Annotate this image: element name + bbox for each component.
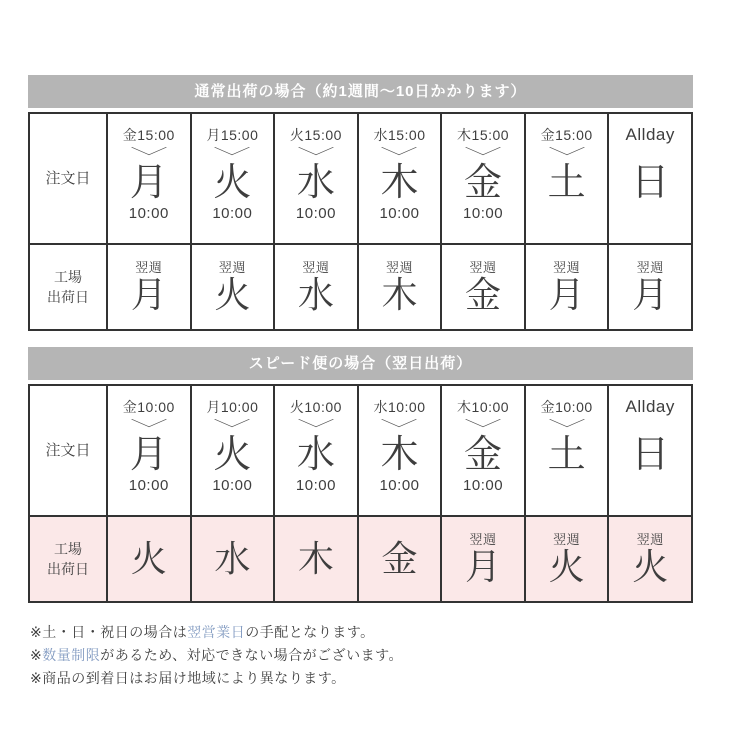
ship-cell <box>609 245 691 329</box>
order-day-kanji: 水 <box>296 434 335 476</box>
ship-day-kanji: 月 <box>465 545 502 587</box>
ship-day-kanji: 金 <box>381 538 418 579</box>
order-ready-time: 10:00 <box>212 477 253 494</box>
order-cutoff-time: 水15:00 <box>373 127 426 143</box>
chevron-down-icon <box>550 145 584 158</box>
next-week-label: 翌週 <box>636 531 664 547</box>
ship-cell <box>609 517 691 601</box>
order-cutoff-time: 木10:00 <box>457 399 510 415</box>
order-ready-time: 10:00 <box>295 205 336 222</box>
note-highlight: 翌営業日 <box>187 624 246 640</box>
order-day-kanji: 月 <box>129 162 168 204</box>
order-cell <box>108 114 190 243</box>
order-day-kanji: 土 <box>547 162 586 204</box>
note-text: ※商品の到着日はお届け地域により異なります。 <box>30 670 346 686</box>
order-cutoff-time: 水10:00 <box>373 399 426 415</box>
order-ready-time: 10:00 <box>379 205 420 222</box>
note-text: の手配となります。 <box>245 624 375 640</box>
chevron-down-icon <box>382 145 416 158</box>
ship-cell <box>192 517 274 601</box>
ship-day-kanji: 火 <box>214 273 251 315</box>
ship-day-kanji: 火 <box>130 538 167 579</box>
row-label-order-date <box>30 386 106 515</box>
order-cell <box>359 386 441 515</box>
order-day-kanji: 金 <box>464 434 503 476</box>
order-ready-time: 10:00 <box>128 205 169 222</box>
order-cutoff-time: 火15:00 <box>289 127 342 143</box>
order-day-kanji: 水 <box>296 162 335 204</box>
order-ready-time: 10:00 <box>295 477 336 494</box>
chevron-down-icon <box>132 417 166 430</box>
schedule-grid <box>28 112 693 331</box>
order-ready-time: 10:00 <box>379 477 420 494</box>
row-label-order-date <box>30 114 106 243</box>
note-line <box>30 667 730 690</box>
next-week-label: 翌週 <box>553 531 581 547</box>
order-ready-time: 10:00 <box>463 205 504 222</box>
ship-cell <box>442 245 524 329</box>
next-week-label: 翌週 <box>385 259 413 275</box>
order-ready-time: 10:00 <box>128 477 169 494</box>
next-week-label: 翌週 <box>218 259 246 275</box>
schedule-grid <box>28 384 693 603</box>
order-cell-allday <box>609 114 691 243</box>
chevron-down-icon <box>215 417 249 430</box>
ship-cell <box>526 245 608 329</box>
note-text: があるため、対応できない場合がございます。 <box>100 647 404 663</box>
next-week-label: 翌週 <box>302 259 330 275</box>
note-line <box>30 621 730 644</box>
order-day-kanji: 火 <box>213 434 252 476</box>
order-cell <box>442 386 524 515</box>
next-week-label: 翌週 <box>469 531 497 547</box>
order-day-kanji: 日 <box>631 162 670 204</box>
ship-cell <box>526 517 608 601</box>
ship-day-kanji: 月 <box>130 273 167 315</box>
chevron-down-icon <box>466 145 500 158</box>
footnotes <box>30 621 730 690</box>
order-cutoff-time: 金15:00 <box>540 127 593 143</box>
ship-cell <box>359 245 441 329</box>
note-line <box>30 644 730 667</box>
next-week-label: 翌週 <box>135 259 163 275</box>
order-day-kanji: 木 <box>380 434 419 476</box>
order-cutoff-time: 金10:00 <box>122 399 175 415</box>
ship-cell <box>275 517 357 601</box>
order-ready-time: 10:00 <box>463 477 504 494</box>
row-label-factory-ship-date <box>30 245 106 329</box>
chevron-down-icon <box>466 417 500 430</box>
ship-cell <box>442 517 524 601</box>
order-cell <box>108 386 190 515</box>
ship-cell <box>359 517 441 601</box>
next-week-label: 翌週 <box>636 259 664 275</box>
order-cell <box>359 114 441 243</box>
order-cell <box>192 386 274 515</box>
allday-label: Allday <box>625 397 675 416</box>
ship-day-kanji: 木 <box>297 538 334 579</box>
order-cutoff-time: 月10:00 <box>206 399 259 415</box>
ship-day-kanji: 木 <box>381 273 418 315</box>
chevron-down-icon <box>215 145 249 158</box>
ship-day-kanji: 水 <box>297 273 334 315</box>
order-cell <box>192 114 274 243</box>
ship-day-kanji: 月 <box>632 273 669 315</box>
note-highlight: 数量制限 <box>42 647 101 663</box>
speed-shipping-table <box>28 347 693 603</box>
factory-label-line2: 出荷日 <box>47 561 89 577</box>
order-cell <box>275 386 357 515</box>
ship-cell <box>108 517 190 601</box>
order-day-kanji: 火 <box>213 162 252 204</box>
table-title: スピード便の場合（翌日出荷） <box>28 347 693 380</box>
order-day-kanji: 土 <box>547 434 586 476</box>
next-week-label: 翌週 <box>553 259 581 275</box>
ship-day-kanji: 金 <box>465 273 502 315</box>
normal-shipping-table <box>28 75 693 331</box>
order-day-kanji: 日 <box>631 434 670 476</box>
order-cutoff-time: 木15:00 <box>457 127 510 143</box>
allday-label: Allday <box>625 125 675 144</box>
chevron-down-icon <box>299 417 333 430</box>
chevron-down-icon <box>550 417 584 430</box>
factory-label-line2: 出荷日 <box>47 289 89 305</box>
order-day-kanji: 月 <box>129 434 168 476</box>
order-date-label: 注文日 <box>45 169 91 187</box>
ship-cell <box>192 245 274 329</box>
chevron-down-icon <box>299 145 333 158</box>
order-cell-allday <box>609 386 691 515</box>
ship-day-kanji: 月 <box>548 273 585 315</box>
order-cell <box>526 114 608 243</box>
chevron-down-icon <box>132 145 166 158</box>
ship-day-kanji: 火 <box>632 545 669 587</box>
order-day-kanji: 金 <box>464 162 503 204</box>
order-cutoff-time: 金10:00 <box>540 399 593 415</box>
factory-label-line1: 工場 <box>54 540 82 557</box>
note-text: ※ <box>30 647 43 663</box>
order-cutoff-time: 火10:00 <box>289 399 342 415</box>
ship-day-kanji: 水 <box>214 538 251 579</box>
order-cutoff-time: 月15:00 <box>206 127 259 143</box>
order-day-kanji: 木 <box>380 162 419 204</box>
order-cell <box>526 386 608 515</box>
ship-cell <box>108 245 190 329</box>
order-cutoff-time: 金15:00 <box>122 127 175 143</box>
next-week-label: 翌週 <box>469 259 497 275</box>
order-date-label: 注文日 <box>45 441 91 459</box>
row-label-factory-ship-date <box>30 517 106 601</box>
order-cell <box>275 114 357 243</box>
ship-cell <box>275 245 357 329</box>
ship-day-kanji: 火 <box>548 545 585 587</box>
order-ready-time: 10:00 <box>212 205 253 222</box>
factory-label-line1: 工場 <box>54 268 82 285</box>
table-title: 通常出荷の場合（約1週間〜10日かかります） <box>28 75 693 108</box>
note-text: ※土・日・祝日の場合は <box>30 624 188 640</box>
chevron-down-icon <box>382 417 416 430</box>
order-cell <box>442 114 524 243</box>
